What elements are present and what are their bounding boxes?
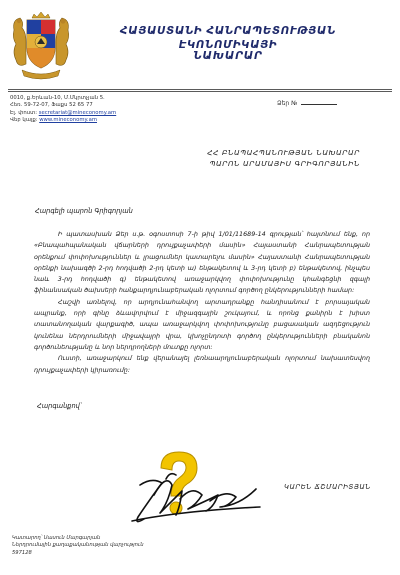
reference-blank-line bbox=[301, 98, 337, 105]
body-paragraph-3: Ուստի, առաջարկում ենք վերանայել լեռնաարդյունաբերական ոլորտում նախատեսվող դրույքաչափերի կիրառումը: bbox=[34, 354, 370, 374]
footer-department: Ներդրումային քաղաքականության վարչություն bbox=[12, 542, 144, 549]
contact-address: 0010, ք.Երևան-10, Մ.Մկրտչյան 5. bbox=[10, 95, 105, 101]
coat-of-arms-emblem bbox=[10, 12, 72, 82]
body-paragraph-2: Հաշվի առնելով, որ արդյունահանվող արտադրանքը հանդիսանում է բորսայական ապրանք, որի գինը ձևավորվում է միջազգային շուկայում, և որոնց քանիրն է խիստ տատանողական վարքագիծ, ապա առաջարկվող փոփոխությունը բացասական ազդեցություն կունենա ներդրումների միջավայրի վրա, կխոչընդոտի գործող ընկերությունների բնականոն գործունեությանը և նոր ներդրողների մուտքը ոլորտ: bbox=[34, 297, 370, 351]
reference-field bbox=[277, 98, 337, 107]
footer-executor-block bbox=[12, 535, 144, 557]
contact-email-link[interactable]: secretariat@mineconomy.am bbox=[38, 109, 117, 116]
header-divider-thin bbox=[8, 91, 392, 92]
contact-block bbox=[10, 95, 116, 125]
addressee-block bbox=[207, 147, 360, 169]
salutation: Հարգելի պարոն Գրիգորյան bbox=[35, 207, 133, 215]
contact-web-row bbox=[10, 117, 116, 124]
contact-email-label: Էլ. փոստ: bbox=[10, 109, 38, 116]
reference-label: Ձեր № bbox=[277, 100, 298, 107]
footer-executor: Կատարող՝ Սասուն Մարգարյան bbox=[12, 535, 101, 541]
contact-phone: Հեռ. 59-72-07, Ֆաքս 52 65 77 bbox=[10, 102, 93, 109]
closing-phrase: Հարգանքով՝ bbox=[37, 402, 82, 410]
signer-name: ԿԱՐԵՆ ՃՇՄԱՐԻՏՅԱՆ bbox=[284, 483, 371, 491]
letter-body bbox=[34, 229, 370, 376]
footer-phone: 597128 bbox=[12, 549, 32, 556]
contact-web-link[interactable]: www.mineconomy.am bbox=[39, 117, 98, 124]
handwritten-signature bbox=[110, 455, 270, 535]
body-paragraph-1: Ի պատասխան Ձեր ս.թ. օգոստոսի 7-ի թիվ 1/01/11689-14 գրության՝ հայտնում ենք, որ «Բնապահպանական վճարների դրույքաչափերի մասին» Հայաստանի Հանրապետության օրենքում փոփոխություններ և լրացումներ կատարելու մասին» Հայաստանի Հանրապետության օրենքի նախագծի 2-րդ հոդվածի 2-րդ կետի ա) ենթակետով և 3-րդ կետի բ) ենթակետով, ինչպես նաև 3-րդ հոդվածի գ) ենթակետով առաջարկվող փոփոխությունը կհանգեցնի զգալի ֆինանսական ծախսերի հանքարդյունաբերական ոլորտում գործող ընկերությունների համար: bbox=[34, 230, 370, 295]
addressee-name: ՊԱՐՈՆ ԱՐԱՄԱՅԻՍ ԳՐԻԳՈՐՅԱՆԻՆ bbox=[209, 159, 360, 168]
header-divider bbox=[8, 89, 392, 90]
addressee-title: ՀՀ ԲՆԱՊԱՀՊԱՆՈՒԹՅԱՆ ՆԱԽԱՐԱՐ bbox=[207, 148, 360, 157]
ministry-header-title: ՀԱՅԱՍՏԱՆԻ ՀԱՆՐԱՊԵՏՈՒԹՅԱՆ ԷԿՈՆՈՄԻԿԱՅԻ bbox=[120, 25, 336, 51]
ministry-header-subtitle: ՆԱԽԱՐԱՐ bbox=[193, 50, 263, 62]
contact-email-row bbox=[10, 110, 116, 117]
contact-web-label: Վեբ կայք: bbox=[10, 117, 38, 124]
